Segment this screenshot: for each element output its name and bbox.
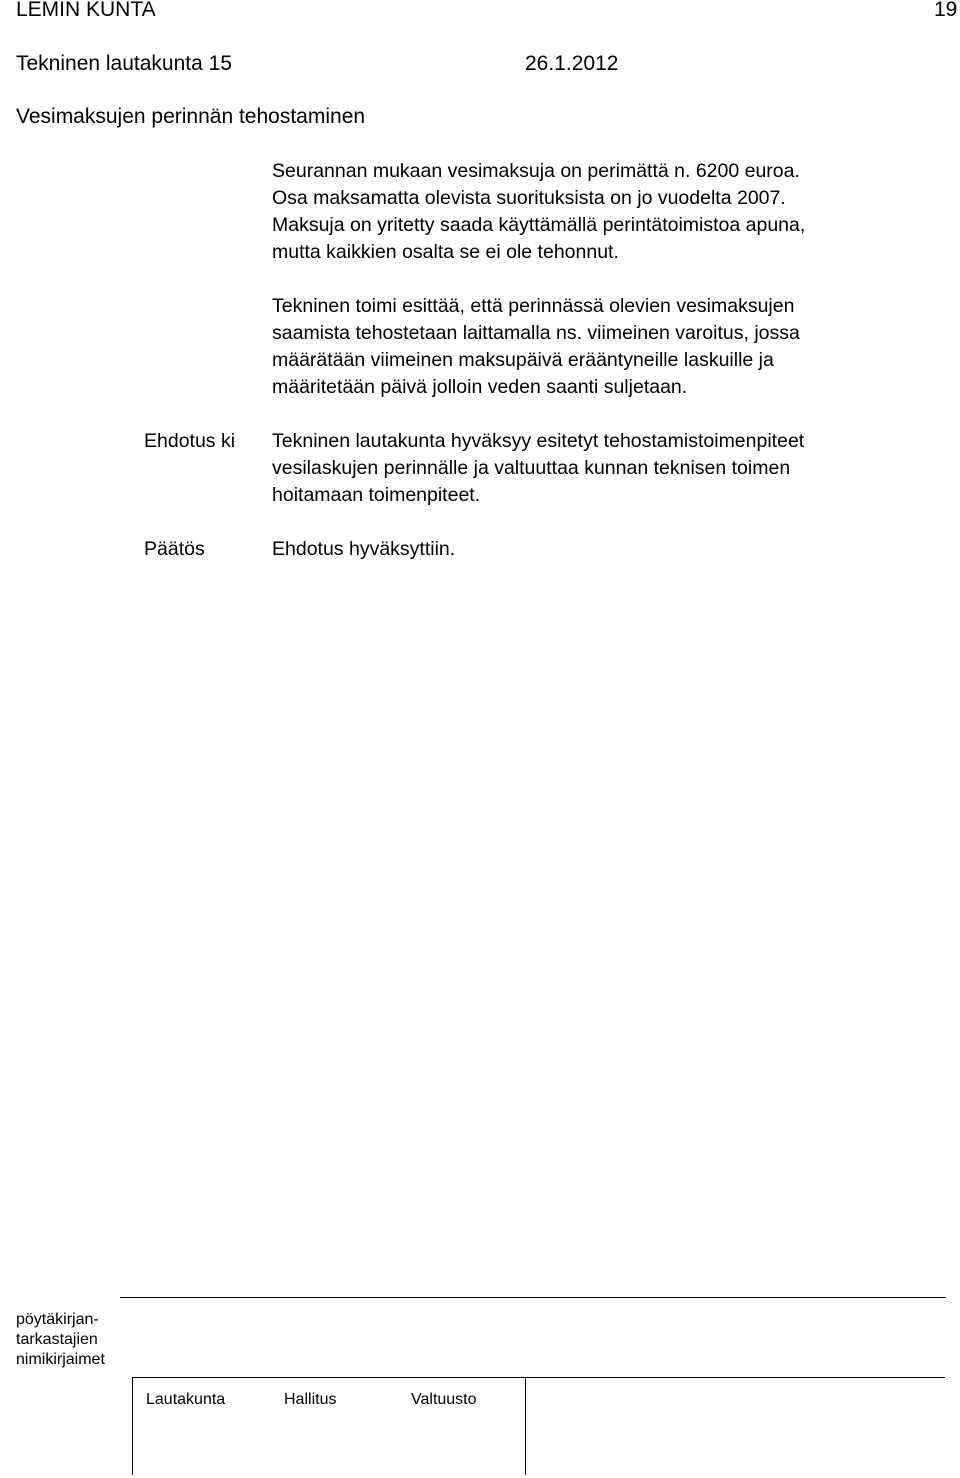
signature-column-hallitus: Hallitus xyxy=(284,1391,337,1408)
signature-column-lautakunta: Lautakunta xyxy=(146,1391,226,1408)
paragraph-proposal xyxy=(272,428,804,509)
committee-name: Tekninen lautakunta 15 xyxy=(16,52,232,75)
text-line: Seurannan mukaan vesimaksuja on perimättä n. 6200 euroa. xyxy=(272,160,800,182)
text-line: hoitamaan toimenpiteet. xyxy=(272,484,481,506)
text-line: Osa maksamatta olevista suorituksista on jo vuodelta 2007. xyxy=(272,187,786,209)
signature-label-line: nimikirjaimet xyxy=(16,1351,105,1368)
text-line: Tekninen lautakunta hyväksyy esitetyt tehostamistoimenpiteet xyxy=(272,430,805,452)
text-line: määrätään viimeinen maksupäivä erääntyneille laskuille ja xyxy=(272,349,774,371)
signature-column-valtuusto: Valtuusto xyxy=(411,1391,477,1408)
signature-label-line: pöytäkirjan- xyxy=(16,1311,99,1328)
text-line: Maksuja on yritetty saada käyttämällä perintätoimistoa apuna, xyxy=(272,214,806,236)
signature-box-separator xyxy=(525,1377,526,1475)
signature-label xyxy=(16,1310,126,1370)
text-line: määritetään päivä jolloin veden saanti suljetaan. xyxy=(272,376,688,398)
signature-box-left-border xyxy=(132,1377,133,1475)
meeting-date: 26.1.2012 xyxy=(525,52,619,75)
signature-box-top-border xyxy=(132,1377,945,1378)
footer-divider xyxy=(120,1297,946,1298)
text-line: saamista tehostetaan laittamalla ns. viimeinen varoitus, jossa xyxy=(272,322,800,344)
text-line: Tekninen toimi esittää, että perinnässä olevien vesimaksujen xyxy=(272,295,795,317)
signature-label-line: tarkastajien xyxy=(16,1331,98,1348)
text-line: vesilaskujen perinnälle ja valtuuttaa kunnan teknisen toimen xyxy=(272,457,791,479)
proposal-label: Ehdotus ki xyxy=(144,430,236,452)
case-title: Vesimaksujen perinnän tehostaminen xyxy=(16,105,366,128)
decision-label: Päätös xyxy=(144,538,205,560)
page-number: 19 xyxy=(934,0,958,21)
text-line: mutta kaikkien osalta se ei ole tehonnut. xyxy=(272,241,619,263)
paragraph-proposal-details xyxy=(272,293,800,401)
decision-text: Ehdotus hyväksyttiin. xyxy=(272,538,456,560)
paragraph-background xyxy=(272,158,805,266)
municipality-name: LEMIN KUNTA xyxy=(16,0,156,21)
